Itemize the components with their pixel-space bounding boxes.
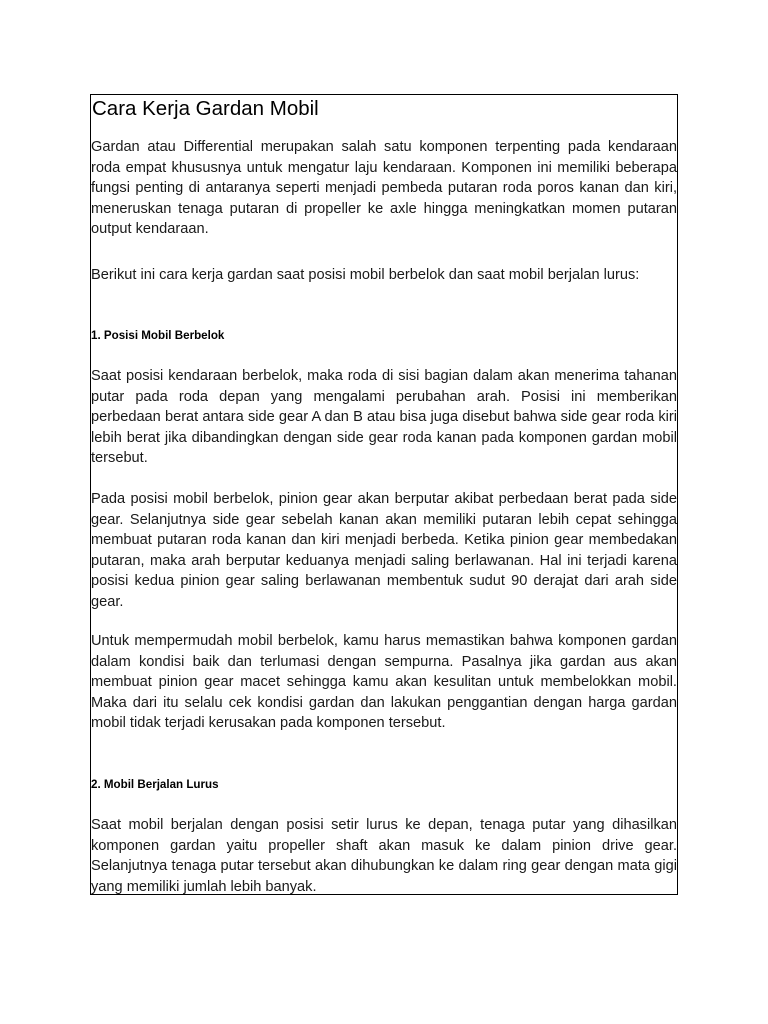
document-frame [90,94,678,895]
section-heading-lurus: 2. Mobil Berjalan Lurus [91,778,219,791]
intro-lead-paragraph: Berikut ini cara kerja gardan saat posisi mobil berbelok dan saat mobil berjalan lurus: [91,267,640,283]
intro-paragraph: Gardan atau Differential merupakan salah satu komponen terpenting pada kendaraan roda empat khususnya untuk mengatur laju kendaraan. Komponen ini memiliki beberapa fungsi penting di antaranya seperti menjadi pembeda putaran roda poros kanan dan kiri, meneruskan tenaga putaran di propeller ke axle hingga meningkatkan momen putaran output kendaraan. [91,139,677,238]
document-title: Cara Kerja Gardan Mobil [92,97,319,120]
berbelok-paragraph-1: Saat posisi kendaraan berbelok, maka roda di sisi bagian dalam akan menerima tahanan putar pada roda depan yang mengalami perubahan arah. Posisi ini memberikan perbedaan berat antara side gear A dan B atau bisa juga disebut bahwa side gear roda kiri lebih berat jika dibandingkan dengan side gear roda kanan pada komponen gardan mobil tersebut. [91,368,677,467]
berbelok-paragraph-2: Pada posisi mobil berbelok, pinion gear akan berputar akibat perbedaan berat pada side gear. Selanjutnya side gear sebelah kanan akan memiliki putaran lebih cepat sehingga membuat putaran roda kanan dan kiri menjadi berbeda. Ketika pinion gear membedakan putaran, maka arah berputar keduanya menjadi saling berlawanan. Hal ini terjadi karena posisi kedua pinion gear saling berlawanan membentuk sudut 90 derajat dari arah side gear. [91,491,677,610]
berbelok-paragraph-3: Untuk mempermudah mobil berbelok, kamu harus memastikan bahwa komponen gardan dalam kondisi baik dan terlumasi dengan sempurna. Pasalnya jika gardan aus akan membuat pinion gear macet sehingga kamu akan kesulitan untuk membelokkan mobil. Maka dari itu selalu cek kondisi gardan dan lakukan penggantian dengan harga gardan mobil tidak terjadi kerusakan pada komponen tersebut. [91,633,677,732]
lurus-paragraph-1: Saat mobil berjalan dengan posisi setir lurus ke depan, tenaga putar yang dihasilkan komponen gardan yaitu propeller shaft akan masuk ke dalam pinion drive gear. Selanjutnya tenaga putar tersebut akan dihubungkan ke dalam ring gear dengan mata gigi yang memiliki jumlah lebih banyak. [91,817,677,895]
section-heading-berbelok: 1. Posisi Mobil Berbelok [91,329,225,342]
